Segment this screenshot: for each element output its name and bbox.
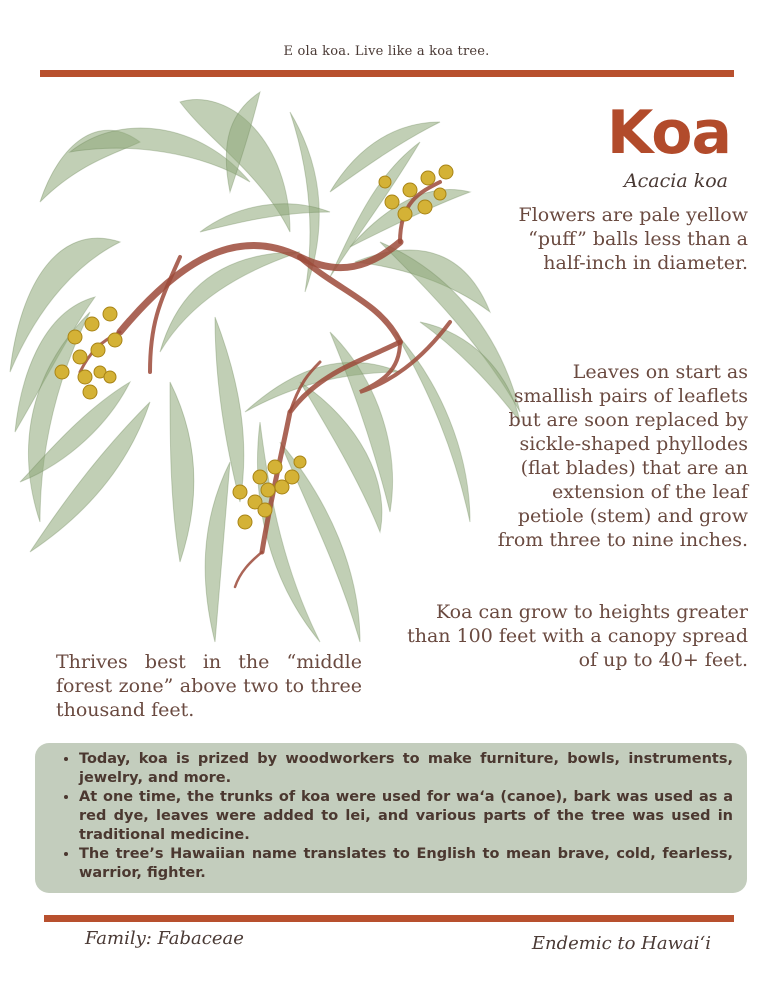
tagline: E ola koa. Live like a koa tree. xyxy=(283,44,490,59)
fact-item: • At one time, the trunks of koa were used for waʻa (canoe), bark was used as a red dye, leaves were added to lei, and various parts of the tree was used in traditional medicine. xyxy=(79,788,733,845)
family-label: Family: Fabaceae xyxy=(85,928,244,949)
endemic-label: Endemic to Hawaiʻi xyxy=(531,933,711,954)
bottom-divider xyxy=(44,915,734,922)
fact-item: • Today, koa is prized by woodworkers to make furniture, bowls, instruments, jewelry, and more. xyxy=(79,750,733,788)
height-description: Koa can grow to heights greater than 100 feet with a canopy spread of up to 40+ feet. xyxy=(407,601,748,671)
habitat-description: Thrives best in the “middle forest zone” above two to three thousand feet. xyxy=(56,651,362,721)
koa-branch-illustration xyxy=(0,82,560,682)
leaves-description: Leaves on start as smallish pairs of leaflets but are soon replaced by sickle-shaped phyllodes (flat blades) that are an extension of the leaf petiole (stem) and grow from three to nine inches. xyxy=(497,361,748,551)
facts-box xyxy=(35,743,747,893)
flowers-description: Flowers are pale yellow “puff” balls less than a half-inch in diameter. xyxy=(518,204,748,274)
top-divider xyxy=(40,70,734,77)
fact-item: • The tree’s Hawaiian name translates to English to mean brave, cold, fearless, warrior, fighter. xyxy=(79,845,733,883)
page-title: Koa xyxy=(606,98,731,168)
facts-list xyxy=(65,750,733,883)
scientific-name: Acacia koa xyxy=(623,170,728,192)
